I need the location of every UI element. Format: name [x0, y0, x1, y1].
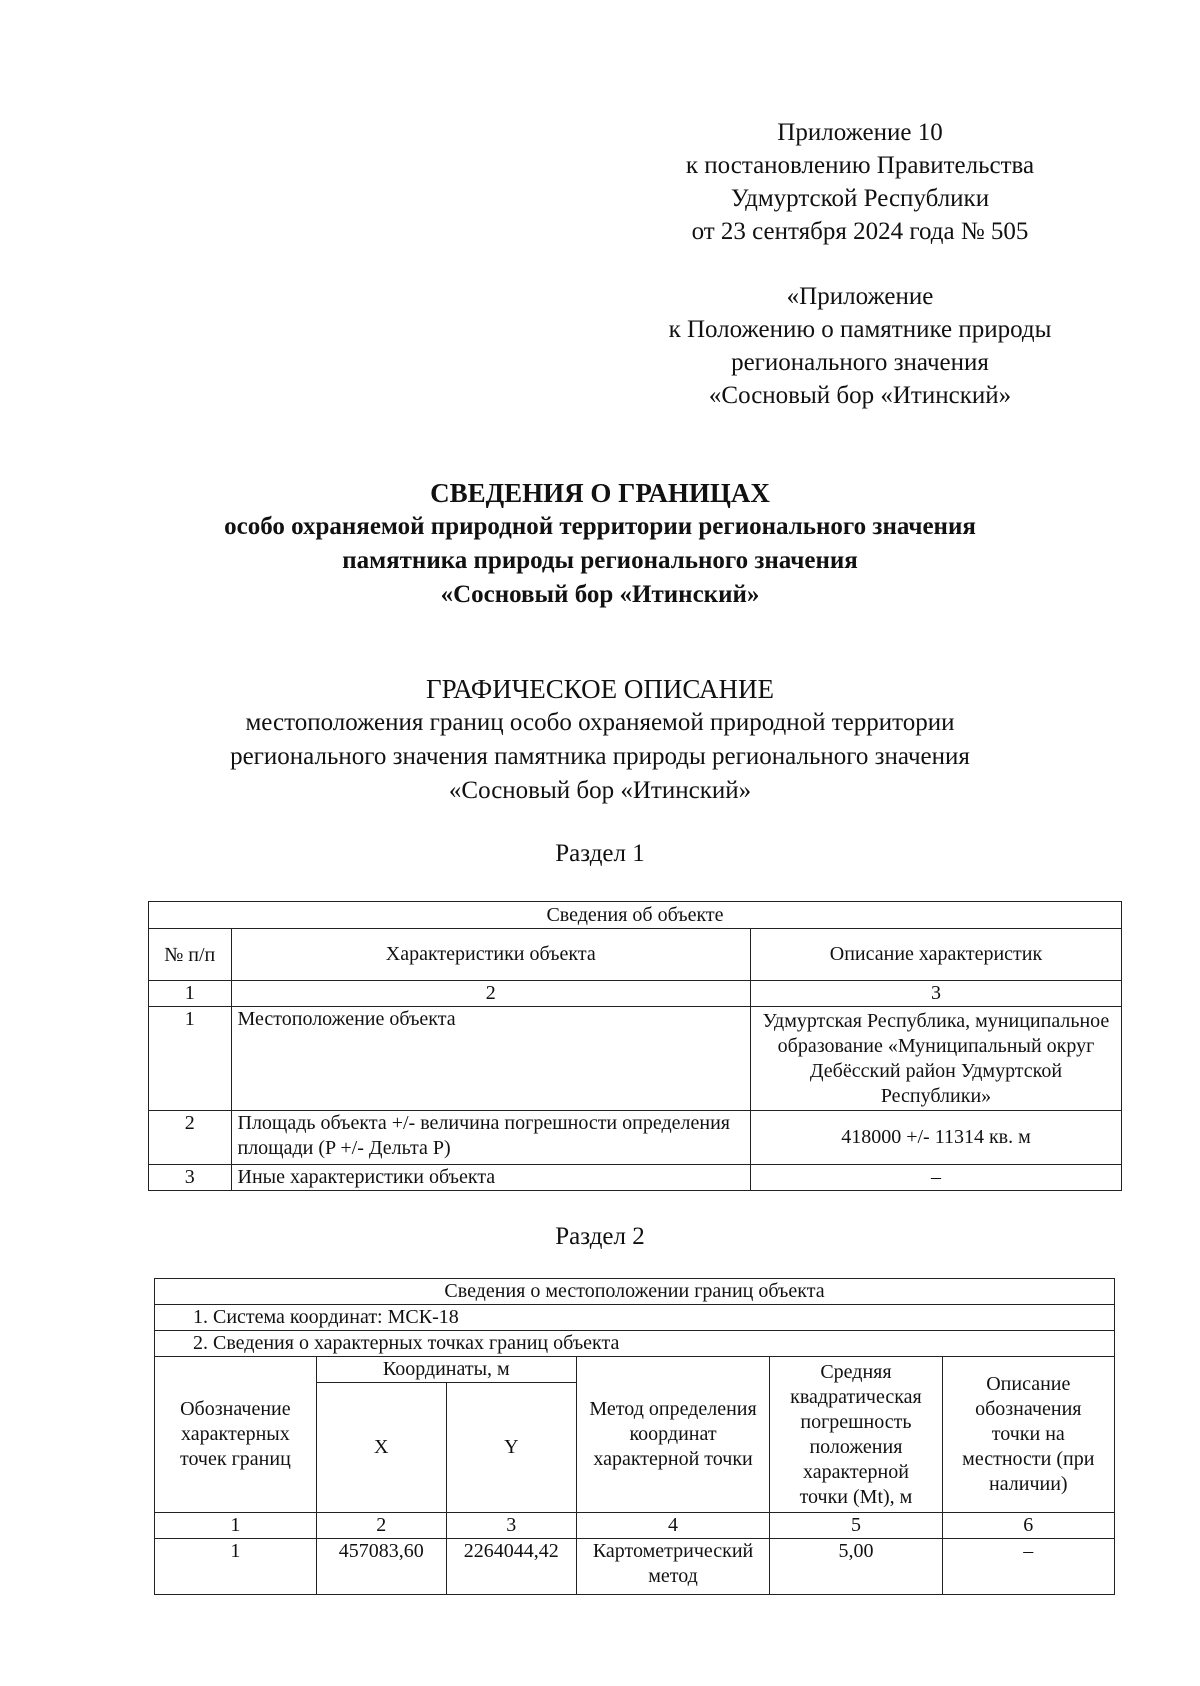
col-header-error: Средняя квадратическая погрешность положения характерной точки (Mt), м — [770, 1357, 942, 1513]
graphic-title-line: «Сосновый бор «Итинский» — [448, 777, 752, 804]
table-row — [149, 1007, 1122, 1111]
index-cell: 3 — [446, 1513, 576, 1539]
col-header-characteristic: Характеристики объекта — [231, 929, 750, 981]
row-description: – — [750, 1165, 1121, 1191]
row-characteristic: Местоположение объекта — [231, 1007, 750, 1111]
index-cell: 1 — [155, 1513, 317, 1539]
main-title — [100, 476, 1100, 612]
appendix-sub-line: «Приложение — [786, 283, 934, 310]
appendix-line: Приложение 10 — [777, 119, 943, 146]
table-title: Сведения о местоположении границ объекта — [155, 1279, 1115, 1305]
main-title-line: СВЕДЕНИЯ О ГРАНИЦАХ — [430, 478, 770, 508]
index-cell: 2 — [316, 1513, 446, 1539]
graphic-title-line: регионального значения памятника природы регионального значения — [230, 743, 970, 770]
col-header-description: Описание характеристик — [750, 929, 1121, 981]
object-info-table — [148, 901, 1122, 1191]
appendix-sub-line: «Сосновый бор «Итинский» — [708, 382, 1012, 409]
index-cell: 3 — [750, 981, 1121, 1007]
appendix-header — [640, 116, 1080, 248]
main-title-line: «Сосновый бор «Итинский» — [440, 581, 760, 608]
row-num: 1 — [149, 1007, 232, 1111]
table-row — [149, 1165, 1122, 1191]
point-description: – — [942, 1539, 1114, 1595]
graphic-title-line: ГРАФИЧЕСКОЕ ОПИСАНИЕ — [425, 674, 775, 704]
point-id: 1 — [155, 1539, 317, 1595]
row-num: 3 — [149, 1165, 232, 1191]
appendix-sub-line: к Положению о памятнике природы — [668, 316, 1052, 343]
col-header-method: Метод определения координат характерной точки — [576, 1357, 769, 1513]
row-characteristic: Площадь объекта +/- величина погрешности определения площади (P +/- Дельта P) — [231, 1111, 750, 1165]
table-row — [149, 1111, 1122, 1165]
index-cell: 5 — [770, 1513, 942, 1539]
index-cell: 2 — [231, 981, 750, 1007]
points-heading: 2. Сведения о характерных точках границ объекта — [155, 1331, 1115, 1357]
section-2-heading: Раздел 2 — [555, 1223, 645, 1250]
appendix-sub-line: регионального значения — [731, 349, 989, 376]
col-header-y: Y — [446, 1383, 576, 1513]
section-1-heading: Раздел 1 — [555, 840, 645, 867]
appendix-line: Удмуртской Республики — [730, 185, 990, 212]
graphic-description-title — [100, 672, 1100, 808]
point-method: Картометрический метод — [576, 1539, 769, 1595]
row-description: Удмуртская Республика, муниципальное образование «Муниципальный округ Дебёсский район Удмуртской Республики» — [750, 1007, 1121, 1111]
index-cell: 4 — [576, 1513, 769, 1539]
point-y: 2264044,42 — [446, 1539, 576, 1595]
col-header-x: X — [316, 1383, 446, 1513]
appendix-subheader — [630, 280, 1090, 412]
graphic-title-line: местоположения границ особо охраняемой природной территории — [245, 709, 955, 736]
point-error: 5,00 — [770, 1539, 942, 1595]
point-x: 457083,60 — [316, 1539, 446, 1595]
main-title-line: памятника природы регионального значения — [342, 547, 858, 574]
index-cell: 6 — [942, 1513, 1114, 1539]
row-characteristic: Иные характеристики объекта — [231, 1165, 750, 1191]
col-header-num: № п/п — [149, 929, 232, 981]
appendix-line: от 23 сентября 2024 года № 505 — [691, 218, 1029, 245]
row-num: 2 — [149, 1111, 232, 1165]
col-header-point: Обозначение характерных точек границ — [155, 1357, 317, 1513]
index-cell: 1 — [149, 981, 232, 1007]
boundary-points-table — [154, 1278, 1115, 1595]
table-title: Сведения об объекте — [149, 902, 1122, 929]
appendix-line: к постановлению Правительства — [685, 152, 1035, 179]
col-header-location-description: Описание обозначения точки на местности (при наличии) — [942, 1357, 1114, 1513]
col-header-coordinates: Координаты, м — [316, 1357, 576, 1383]
coordinate-system: 1. Система координат: МСК-18 — [155, 1305, 1115, 1331]
main-title-line: особо охраняемой природной территории регионального значения — [224, 513, 976, 540]
row-description: 418000 +/- 11314 кв. м — [750, 1111, 1121, 1165]
table-row — [155, 1539, 1115, 1595]
